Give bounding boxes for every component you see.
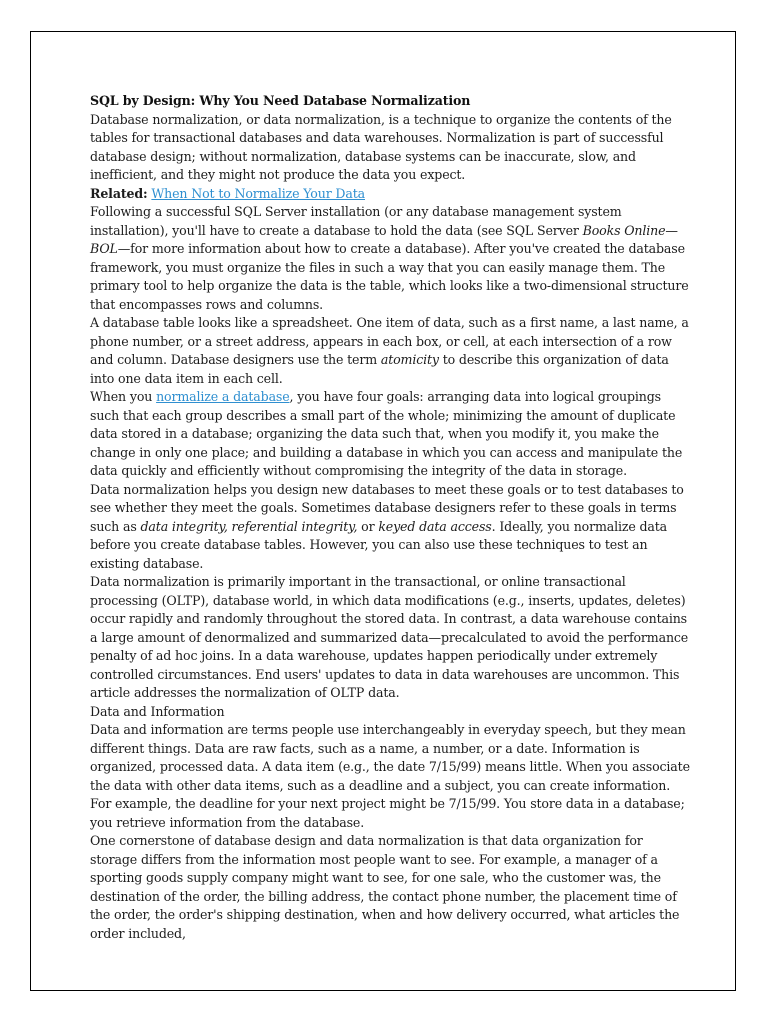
intro-paragraph: Database normalization, or data normalization, is a technique to organize the contents of the tables for transactional databases and data warehouses. Normalization is part of successful database design; without normalization, database systems can be inaccurate, slow, and inefficient, and they might not produce the data you expect. (90, 111, 672, 182)
related-label: Related: (90, 185, 148, 201)
normalize-link[interactable]: normalize a database (156, 389, 290, 404)
related-line (90, 185, 690, 204)
paragraph-oltp: Data normalization is primarily important in the transactional, or online transactional processing (OLTP), database world, in which data modifications (e.g., inserts, updates, deletes) occur rapidly and randomly throughout the stored data. In contrast, a data warehouse contains a large amount of denormalized and summarized data—precalculated to avoid the performance penalty of ad hoc joins. In a data warehouse, updates happen periodically under extremely controlled circumstances. End users' updates to data in data warehouses are uncommon. This article addresses the normalization of OLTP data. (90, 574, 689, 700)
paragraph-table: A database table looks like a spreadsheet. One item of data, such as a first name, a last name, a phone number, or a street address, appears in each box, or cell, at each intersection of a row and column. Database designers use the term atomicity to describe this organization of data into one data item in each cell. (90, 315, 689, 386)
related-link[interactable]: When Not to Normalize Your Data (151, 185, 365, 201)
paragraph-cornerstone: One cornerstone of database design and data normalization is that data organization for storage differs from the information most people want to see. For example, a manager of a sporting goods supply company might want to see, for one sale, who the customer was, the destination of the order, the billing address, the contact phone number, the placement time of the order, the order's shipping destination, when and how delivery occurred, what articles the order included, (90, 833, 680, 941)
article-body (90, 92, 690, 943)
section-subheading: Data and Information (90, 703, 225, 719)
document-page (30, 31, 736, 991)
paragraph-goals: When you normalize a database, you have four goals: arranging data into logical groupings such that each group describes a small part of the whole; minimizing the amount of duplicate data stored in a database; organizing the data such that, when you modify it, you make the change in only one place; and building a database in which you can access and manipulate the data quickly and efficiently without compromising the integrity of the data in storage. (90, 389, 683, 478)
paragraph-installation: Following a successful SQL Server installation (or any database management system installation), you'll have to create a database to hold the data (see SQL Server Books Online—BOL—for more information about how to create a database). After you've created the database framework, you must organize the files in such a way that you can easily manage them. The primary tool to help organize the data is the table, which looks like a two-dimensional structure that encompasses rows and columns. (90, 204, 689, 312)
paragraph-data-information: Data and information are terms people use interchangeably in everyday speech, but they mean different things. Data are raw facts, such as a name, a number, or a date. Information is organized, processed data. A data item (e.g., the date 7/15/99) means little. When you associate the data with other data items, such as a deadline and a subject, you can create information. For example, the deadline for your next project might be 7/15/99. You store data in a database; you retrieve information from the database. (90, 722, 690, 830)
article-title: SQL by Design: Why You Need Database Normalization (90, 93, 471, 108)
paragraph-design: Data normalization helps you design new databases to meet these goals or to test databases to see whether they meet the goals. Sometimes database designers refer to these goals in terms such as data integrity, referential integrity, or keyed data access. Ideally, you normalize data before you create database tables. However, you can also use these techniques to test an existing database. (90, 481, 684, 571)
